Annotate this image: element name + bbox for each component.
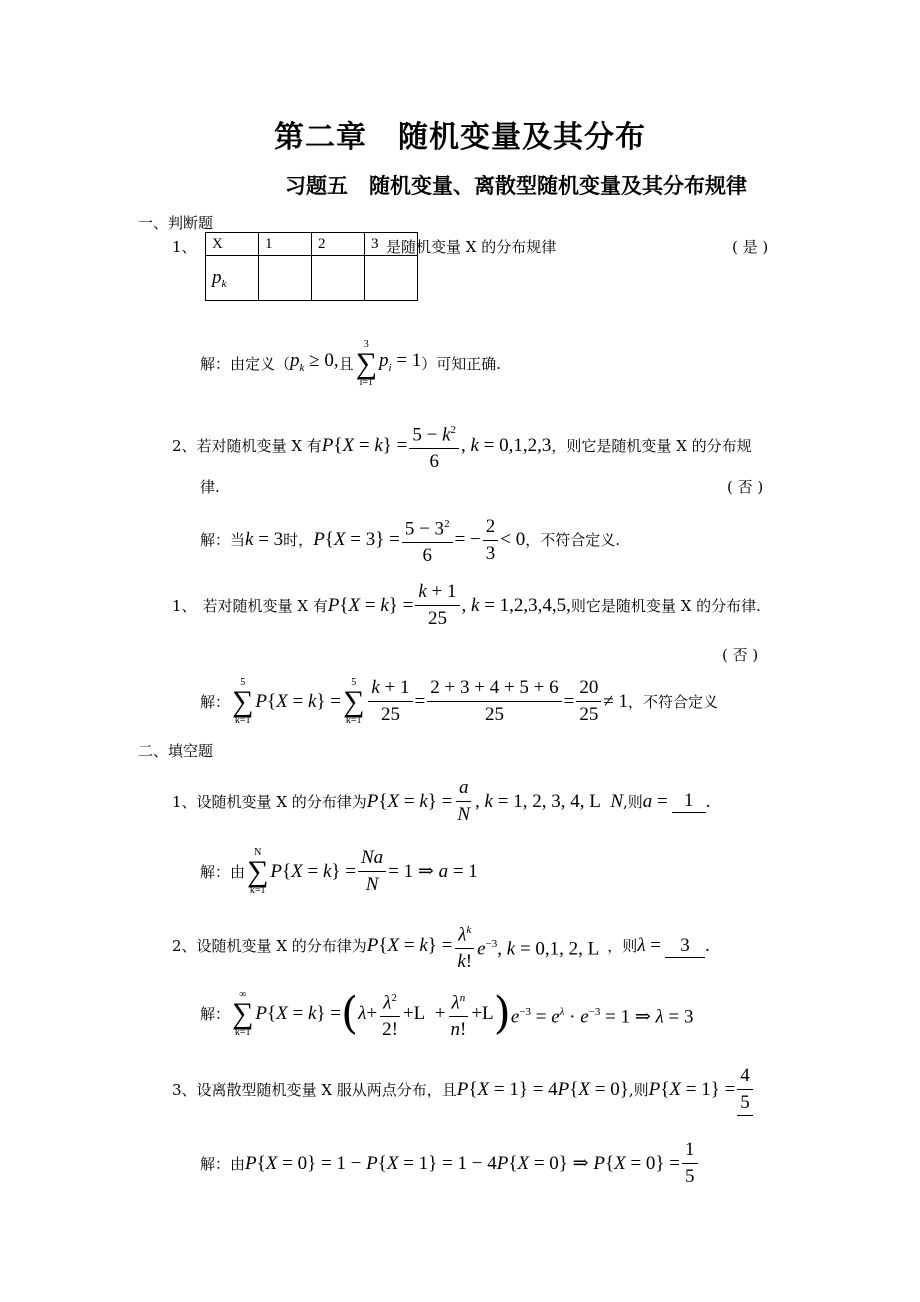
question-3: 1、 若对随机变量 X 有 P{X = k} = $\frac{k + 1}{25}$ , k = 1,2,3,4,5, 则它是随机变量 X 的分布律. xyxy=(172,581,761,629)
solution-mid: 且 xyxy=(338,355,354,373)
table-cell xyxy=(206,256,259,301)
question-text: ,则 xyxy=(623,792,643,811)
answer-blank: 3 xyxy=(665,935,705,958)
answer: ( 是 ) xyxy=(732,238,769,256)
solution-prefix: 解：当 xyxy=(200,531,246,550)
table-cell: 1 xyxy=(259,233,312,256)
table-cell xyxy=(259,256,312,301)
solution-prefix: 解： xyxy=(200,692,231,711)
question-number: 2、 xyxy=(172,437,197,456)
solution: 解： 5 ∑ k=1 P{X = k} = 5 ∑ k=1 $\frac{k + 1}{25}$ = $\frac{2 + 3 + 4 + 5 + 6}{25}$ = $\frac{20}{25}$ ≠ 1 ，不符合定义 xyxy=(200,676,719,726)
question-text: 律. xyxy=(200,478,220,496)
question-number: 1、 xyxy=(172,792,197,811)
fill-question-2: 2、 设随机变量 X 的分布律为 P{X = k} = $\frac{\lambda^k}{k!}$ $e^{-3}$, k = 0,1, 2, L ，则 λ = 3 . xyxy=(172,918,710,974)
question-number: 3、 xyxy=(172,1081,197,1099)
question-number: 1、 xyxy=(172,596,197,615)
answer: ( 否 ) xyxy=(722,646,759,664)
exercise-title: 习题五 随机变量、离散型随机变量及其分布规律 xyxy=(285,174,747,198)
solution-suffix: ，不符合定义. xyxy=(525,531,620,550)
question-text: 设随机变量 X 的分布律为 xyxy=(196,937,367,956)
solution-mid: 时， xyxy=(283,531,314,550)
solution: 解：由 N ∑ k=1 P{X = k} = $\frac{Na}{N}$ = 1 ⇒ a = 1 xyxy=(200,846,478,896)
question-text: 若对随机变量 X 有 xyxy=(196,437,322,456)
fill-question-3: 3、 设离散型随机变量 X 服从两点分布，且 P{X = 1} = 4P{X = 0} ,则 P{X = 1} = $\frac{4}{5}$ xyxy=(172,1064,755,1116)
question-number: 2、 xyxy=(172,937,197,956)
pk-subscript: k xyxy=(221,277,227,290)
solution: 解：当 k = 3 时， P{X = 3} = $\frac{5 - 3^2}{6}$ = − $\frac{2}{3}$ < 0 ，不符合定义. xyxy=(200,512,620,568)
answer: ( 否 ) xyxy=(727,478,764,496)
section-title-fill: 二、填空题 xyxy=(138,742,214,760)
table-cell: 3 xyxy=(365,233,418,256)
question-text: ,则 xyxy=(628,1081,649,1099)
section-title-judge: 一、判断题 xyxy=(138,214,214,232)
question-text: 若对随机变量 X 有 xyxy=(202,596,328,615)
answer-blank: 1 xyxy=(672,790,706,813)
question-2: 2、 若对随机变量 X 有 P{X = k} = $\frac{5 - k^2}{6}$ , k = 0,1,2,3 ，则它是随机变量 X 的分布规 xyxy=(172,418,752,474)
answer-blank: $\frac{4}{5}$ xyxy=(737,1064,753,1116)
chapter-title: 第二章 随机变量及其分布 xyxy=(274,120,646,155)
question-text: 则它是随机变量 X 的分布律. xyxy=(570,596,761,615)
solution: 解：由 P{X = 0} = 1 − P{X = 1} = 1 − 4P{X = 0} ⇒ P{X = 0} = $\frac{1}{5}$ xyxy=(200,1138,700,1189)
question-text: 是随机变量 X 的分布规律 xyxy=(386,238,557,256)
fill-question-1: 1、 设随机变量 X 的分布律为 P{X = k} = $\frac{a}{N}$ , k = 1, 2, 3, 4, L N ,则 a = 1 . xyxy=(172,777,711,825)
solution-prefix: 解：由定义（ xyxy=(200,355,291,373)
question-text: ，则它是随机变量 X 的分布规 xyxy=(551,437,752,456)
solution-prefix: 解： xyxy=(200,1005,231,1024)
question-text: 设随机变量 X 的分布律为 xyxy=(196,792,367,811)
question-number: 1、 xyxy=(172,238,197,256)
question-text: ，则 xyxy=(607,937,638,956)
table-cell: X xyxy=(206,233,259,256)
pk-label: p xyxy=(212,266,222,288)
solution-prefix: 解：由 xyxy=(200,862,246,881)
solution-suffix: ，不符合定义 xyxy=(628,692,719,711)
table-cell xyxy=(312,256,365,301)
solution: 解： ∞ ∑ k=1 P{X = k} = ( λ + $\frac{\lambda^2}{2!}$ +L + $\frac{\lambda^n}{n!}$ +L ) $e^{-3} = e^\lambda \cdot e^{-3} = 1$ ⇒ λ = 3 xyxy=(200,986,693,1042)
table-cell: 2 xyxy=(312,233,365,256)
question-text: 设离散型随机变量 X 服从两点分布，且 xyxy=(196,1081,457,1099)
solution: 解：由定义（ $p_k \ge 0$, 且 3 ∑ i=1 $p_i = 1$ ）可知正确. xyxy=(200,339,502,388)
table-cell xyxy=(365,256,418,301)
solution-suffix: ）可知正确. xyxy=(421,355,502,373)
solution-prefix: 解：由 xyxy=(200,1154,246,1173)
